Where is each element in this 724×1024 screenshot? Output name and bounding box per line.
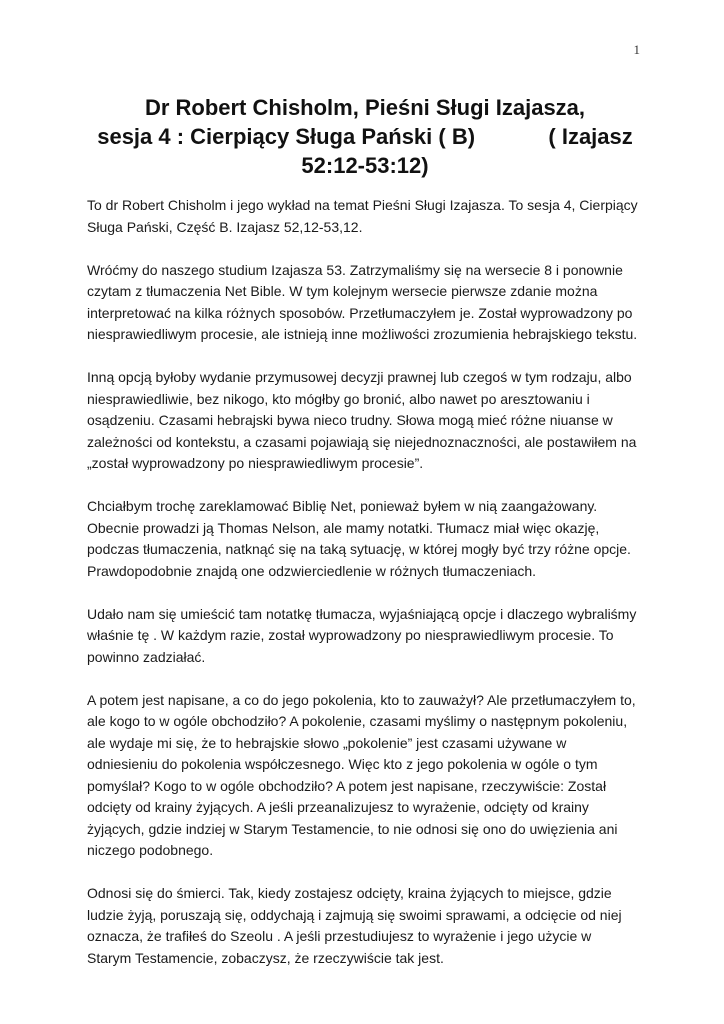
paragraph: Wróćmy do naszego studium Izajasza 53. Zatrzymaliśmy się na wersecie 8 i ponownie czytam z tłumaczenia Net Bible. W tym kolejnym wersecie pierwsze zdanie można interpretować na kilka różnych sposobów. Przetłumaczyłem je. Został wyprowadzony po niesprawiedliwym procesie, ale istnieją inne możliwości zrozumienia hebrajskiego tekstu. <box>87 261 638 342</box>
title-line: sesja 4 : Cierpiący Sługa Pański ( B) ( Izajasz <box>97 124 633 149</box>
paragraph: Inną opcją byłoby wydanie przymusowej decyzji prawnej lub czegoś w tym rodzaju, albo niesprawiedliwie, bez nikogo, kto mógłby go bronić, albo nawet po aresztowaniu i osądzeniu. Czasami hebrajski bywa nieco trudny. Słowa mogą mieć różne niuanse w zależności od kontekstu, a czasami pojawiają się niejednoznaczności, ale postawiłem na „został wyprowadzony po niesprawiedliwym procesie”. <box>87 369 637 471</box>
title-line: Dr Robert Chisholm, Pieśni Sługi Izajasza, <box>144 95 586 120</box>
paragraph: To dr Robert Chisholm i jego wykład na temat Pieśni Sługi Izajasza. To sesja 4, Cierpiący Sługa Pański, Część B. Izajasz 52,12-53,12. <box>87 197 638 235</box>
paragraph: Chciałbym trochę zareklamować Biblię Net, ponieważ byłem w nią zaangażowany. Obecnie prowadzi ją Thomas Nelson, ale mamy notatki. Tłumacz miał więc okazję, podczas tłumaczenia, natknąć się na taką sytuację, w której mogły być trzy różne opcje. Prawdopodobnie znajdą one odzwierciedlenie w różnych tłumaczeniach. <box>87 498 631 579</box>
paragraph: Odnosi się do śmierci. Tak, kiedy zostajesz odcięty, kraina żyjących to miejsce, gdzie ludzie żyją, poruszają się, oddychają i zajmują się swoimi sprawami, a odcięcie od niej oznacza, że trafiłeś do Szeolu . A jeśli przestudiujesz to wyrażenie i jego użycie w Starym Testamencie, zobaczysz, że rzeczywiście tak jest. <box>87 885 622 966</box>
paragraph: A potem jest napisane, a co do jego pokolenia, kto to zauważył? Ale przetłumaczyłem to, ale kogo to w ogóle obchodziło? A pokolenie, czasami myślimy o następnym pokoleniu, ale wydaje mi się, że to hebrajskie słowo „pokolenie” jest czasami używane w odniesieniu do pokolenia współczesnego. Więc kto z jego pokolenia w ogóle o tym pomyślał? Kogo to w ogóle obchodziło? A potem jest napisane, rzeczywiście: Został odcięty od krainy żyjących. A jeśli przeanalizujesz to wyrażenie, odcięty od krainy żyjących, gdzie indziej w Starym Testamencie, to nie odnosi się ono do uwięzienia ani niczego podobnego. <box>87 691 636 858</box>
title-line: 52:12-53:12) <box>301 153 429 178</box>
document-title <box>80 93 650 180</box>
page-number: 1 <box>633 42 640 57</box>
document-body <box>87 195 639 991</box>
paragraph: Udało nam się umieścić tam notatkę tłumacza, wyjaśniającą opcje i dlaczego wybraliśmy właśnie tę . W każdym razie, został wyprowadzony po niesprawiedliwym procesie. To powinno zadziałać. <box>87 605 637 665</box>
